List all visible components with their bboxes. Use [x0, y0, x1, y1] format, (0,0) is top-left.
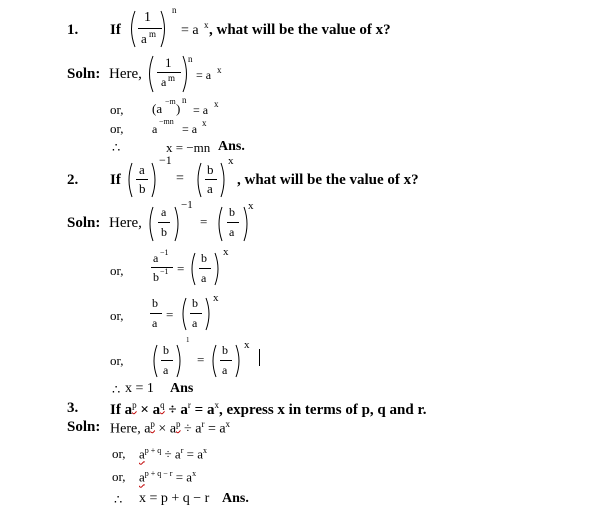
s2-step1-rhs-exp: x: [223, 246, 229, 258]
s2-here: Here,: [109, 215, 142, 231]
s2-step2-den: a: [152, 316, 158, 330]
s1-step2-base: a: [152, 122, 158, 136]
q3-exp-4: x: [214, 400, 219, 410]
q1-if: If: [110, 22, 121, 38]
s2-rhs-den: a: [229, 225, 235, 239]
s2-or-1: or,: [110, 263, 124, 278]
s2-step2-num: b: [152, 296, 158, 310]
s3-step1-rhs: = a: [183, 446, 203, 462]
s2-label: Soln:: [67, 215, 101, 231]
s3-step1-mid: ÷ a: [161, 446, 181, 462]
s2-lhs-exp: −1: [181, 199, 193, 211]
s1-step2-rhs-exp: x: [202, 118, 207, 128]
s2-rhs-num: b: [229, 205, 235, 219]
s3-answer: x = p + q − r: [139, 491, 210, 506]
question-3: [67, 401, 78, 416]
s3-term-3: = a: [204, 421, 226, 437]
s3-step1-exp: p + q: [144, 446, 162, 455]
s2-therefore: ∴: [112, 382, 121, 397]
text-cursor: [259, 349, 260, 366]
s1-frac-den: a: [161, 75, 167, 89]
s1-step2-exp: −mn: [159, 117, 174, 126]
s3-term-1: × a: [154, 421, 177, 437]
s1-step1-close: ): [176, 101, 181, 116]
s1-here: Here,: [109, 66, 142, 82]
s2-step3-rhs-num: b: [222, 343, 228, 357]
s1-or-1: or,: [110, 102, 124, 117]
s1-rhs: = a: [196, 68, 212, 82]
s2-step1-rhs-den: a: [201, 271, 207, 285]
s2-or-2: or,: [110, 308, 124, 323]
s2-lhs-bar: [158, 222, 170, 223]
q3-exp-2: q: [160, 400, 165, 410]
s1-step1-outer-exp: n: [182, 95, 187, 105]
q2-lhs-den: b: [139, 181, 146, 196]
s2-step3-den: a: [163, 363, 169, 377]
s1-step1-rhs-exp: x: [214, 99, 219, 109]
q3-term-2: ÷ a: [164, 402, 188, 418]
q1-frac-den: a: [141, 31, 147, 46]
s2-step3-exp: 1: [186, 336, 190, 344]
q2-number: 2.: [67, 172, 79, 188]
s2-rhs-exp: x: [248, 200, 254, 212]
q1-outer-exp: n: [172, 5, 177, 15]
s2-step1-num-exp: −1: [160, 248, 169, 257]
q3-if: If a: [110, 402, 133, 418]
s3-ans: Ans.: [222, 491, 249, 506]
s2-step3-eq: =: [197, 352, 205, 367]
s3-term-2: ÷ a: [180, 421, 202, 437]
s3-therefore: ∴: [114, 492, 123, 507]
s3-or-1: or,: [112, 446, 126, 461]
s3-step1-exp-3: x: [202, 446, 207, 455]
s2-eq: =: [200, 214, 208, 229]
q1-rhs: = a: [181, 23, 199, 38]
s2-step2-rhs-den: a: [192, 316, 198, 330]
s3-step1: [139, 447, 207, 460]
q2-if: If: [110, 172, 121, 188]
s2-step3-rhs-den: a: [222, 363, 228, 377]
s2-lhs-den: b: [161, 225, 167, 239]
s3-step1-exp-2: r: [180, 446, 184, 455]
s1-step1-inner-exp: −m: [165, 97, 176, 106]
s2-step1-den: b: [153, 270, 159, 284]
s3-here-line: [110, 420, 230, 437]
s1-answer: x = −mn: [166, 140, 211, 155]
q3-tail: , express x in terms of p, q and r.: [218, 402, 427, 418]
q1-question: , what will be the value of x?: [209, 22, 391, 38]
s1-ans: Ans.: [218, 139, 245, 154]
q3-exp-3: r: [187, 400, 191, 410]
s1-rhs-exp: x: [217, 65, 222, 75]
q2-question: , what will be the value of x?: [237, 172, 419, 188]
s1-step2-rhs: = a: [182, 122, 198, 136]
s2-step3-rhs-exp: x: [244, 339, 250, 351]
s1-step1-rhs: = a: [193, 103, 209, 117]
s3-exp-1: p: [150, 419, 155, 429]
q3-statement: [110, 401, 426, 418]
q3-term-3: = a: [190, 402, 215, 418]
q2-lhs-bar: [136, 179, 148, 180]
s3-or-2: or,: [112, 469, 126, 484]
q2-lhs-exp: −1: [159, 153, 172, 167]
s3-step2-base: a: [139, 469, 145, 485]
q2-eq: =: [176, 171, 184, 186]
s2-step1-eq: =: [177, 261, 185, 276]
s2-step2-bar: [150, 313, 162, 314]
s3-step1-base: a: [139, 446, 145, 462]
s2-step2-rhs-exp: x: [213, 292, 219, 304]
s2-step1-rhs-bar: [199, 268, 211, 269]
q2-rhs-den: a: [207, 181, 213, 196]
s3-exp-4: x: [225, 419, 231, 429]
q2-rhs-num: b: [207, 162, 214, 177]
q3-term-1: × a: [136, 402, 161, 418]
s1-frac-den-exp: m: [168, 73, 176, 83]
s3-exp-3: r: [201, 419, 205, 429]
s2-answer: x = 1: [125, 381, 154, 396]
s2-ans: Ans: [170, 381, 194, 396]
s1-outer-exp: n: [188, 54, 193, 64]
s2-step1-rhs-num: b: [201, 251, 207, 265]
q1-frac-den-exp: m: [149, 29, 157, 39]
s3-step2-rhs: = a: [172, 469, 193, 485]
q2-rhs-exp: x: [228, 155, 234, 167]
s3-step2-exp-2: x: [192, 469, 197, 478]
s1-therefore: ∴: [112, 140, 121, 155]
q1-rhs-exp: x: [204, 20, 209, 30]
s1-label: Soln:: [67, 66, 101, 82]
s3-label: Soln:: [67, 419, 101, 435]
q3-number: 3.: [67, 400, 79, 416]
s3-step2: [139, 470, 196, 483]
s2-lhs-num: a: [161, 205, 167, 219]
s2-step3-num: b: [163, 343, 169, 357]
s1-or-2: or,: [110, 121, 124, 136]
s3-exp-2: p: [176, 419, 181, 429]
s2-step1-den-exp: −1: [160, 267, 169, 276]
s3-here: Here, a: [110, 421, 151, 437]
q1-frac-num: 1: [144, 10, 151, 25]
s2-step2-rhs-bar: [190, 313, 202, 314]
s2-step3-rhs-bar: [220, 360, 232, 361]
s2-step2-eq: =: [166, 307, 174, 322]
s3-step2-exp: p + q − r: [144, 469, 173, 478]
q2-lhs-num: a: [139, 162, 145, 177]
q2-rhs-bar: [205, 179, 217, 180]
q3-exp-1: p: [132, 400, 137, 410]
q1-number: 1.: [67, 22, 79, 38]
s2-rhs-bar: [227, 222, 239, 223]
s2-or-3: or,: [110, 353, 124, 368]
s2-step3-bar: [161, 360, 173, 361]
s1-step1-base: (a: [152, 101, 163, 116]
s2-step2-rhs-num: b: [192, 296, 198, 310]
s2-step1-num: a: [153, 251, 159, 265]
s1-frac-num: 1: [165, 55, 172, 70]
